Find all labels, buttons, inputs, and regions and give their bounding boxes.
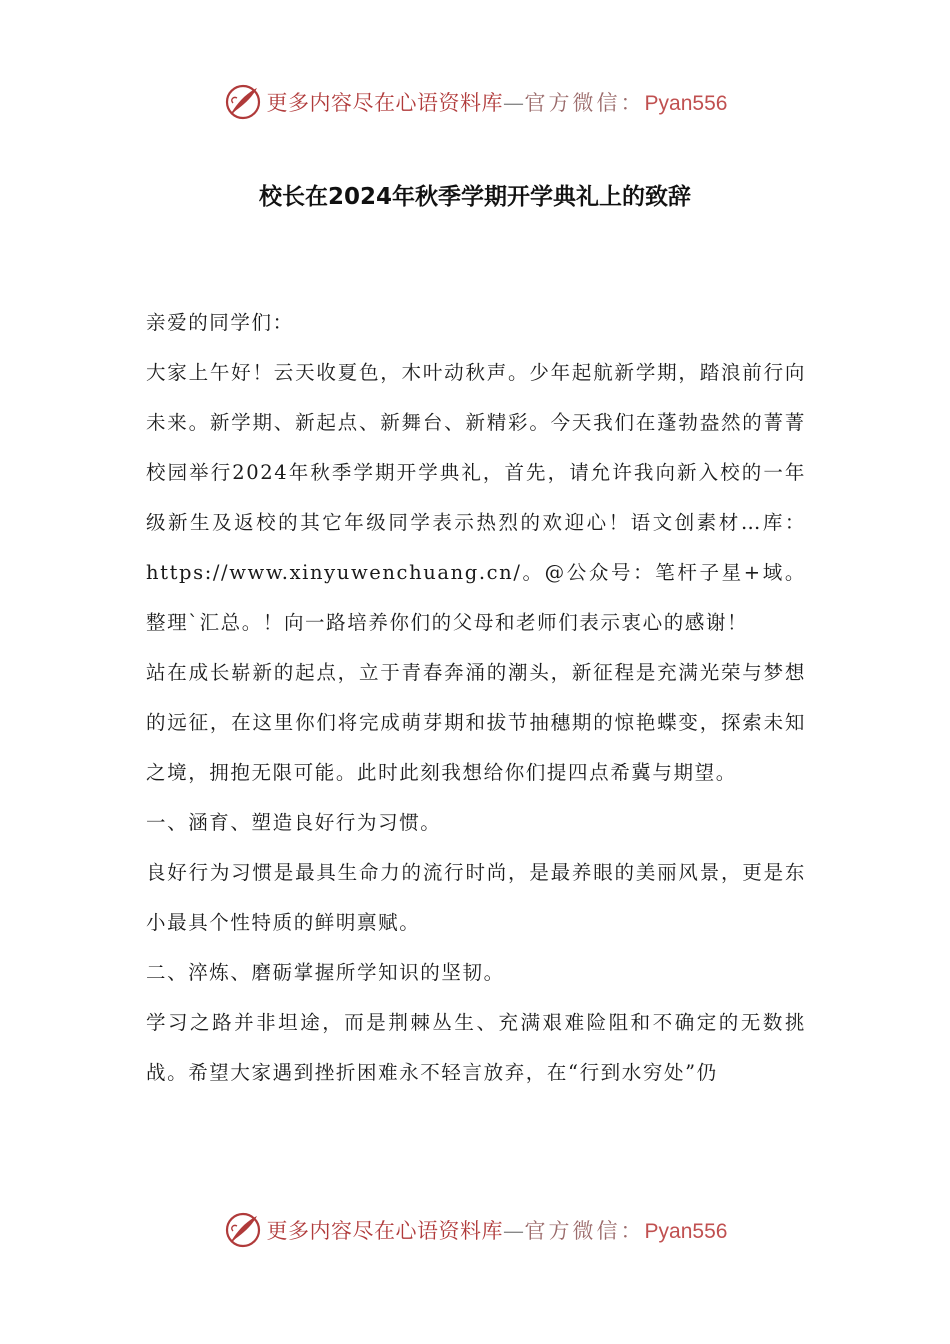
- banner-wechat-id: Pyan556: [644, 1220, 728, 1243]
- banner-text: [267, 1215, 728, 1245]
- body-paragraph: 学习之路并非坦途，而是荆棘丛生、充满艰难险阻和不确定的无数挑战。希望大家遇到挫折困难永不轻言放弃，在“行到水穷处”仍: [146, 1011, 806, 1084]
- banner-main-text: 更多内容尽在心语资料库: [266, 91, 504, 115]
- document-body: [146, 298, 806, 1098]
- body-paragraph: 良好行为习惯是最具生命力的流行时尚，是最养眼的美丽风景，更是东小最具个性特质的鲜明禀赋。: [146, 861, 806, 934]
- banner-wechat-label: 官方微信：: [524, 91, 645, 115]
- banner-dash: —: [503, 1219, 525, 1243]
- body-paragraph: 站在成长崭新的起点，立于青春奔涌的潮头，新征程是充满光荣与梦想的远征，在这里你们将完成萌芽期和拔节抽穗期的惊艳蝶变，探索未知之境，拥抱无限可能。此时此刻我想给你们提四点希冀与期望。: [146, 661, 806, 784]
- banner-main-text: 更多内容尽在心语资料库: [266, 1219, 504, 1243]
- banner-dash: —: [503, 91, 525, 115]
- quill-pen-logo-icon: [223, 82, 263, 122]
- banner-wechat-label: 官方微信：: [524, 1219, 645, 1243]
- section-heading: 二、淬炼、磨砺掌握所学知识的坚韧。: [146, 961, 505, 984]
- document-title: 校长在2024年秋季学期开学典礼上的致辞: [258, 184, 691, 210]
- footer-watermark-banner: [0, 1208, 950, 1252]
- banner-wechat-id: Pyan556: [644, 92, 728, 115]
- banner-text: [267, 87, 728, 117]
- body-paragraph: 大家上午好！云天收夏色，木叶动秋声。少年起航新学期，踏浪前行向未来。新学期、新起点、新舞台、新精彩。今天我们在蓬勃盎然的菁菁校园举行2024年秋季学期开学典礼，首先，请允许我向新入校的一年级新生及返校的其它年级同学表示热烈的欢迎心！语文创素材…库：https://www.xinyuwenchuang.cn/。@公众号：笔杆子星+域。整理`汇总。！向一路培养你们的父母和老师们表示衷心的感谢！: [146, 361, 806, 634]
- section-heading: 一、涵育、塑造良好行为习惯。: [146, 811, 442, 834]
- header-watermark-banner: [0, 80, 950, 124]
- salutation-paragraph: 亲爱的同学们：: [146, 311, 294, 334]
- quill-pen-logo-icon: [223, 1210, 263, 1250]
